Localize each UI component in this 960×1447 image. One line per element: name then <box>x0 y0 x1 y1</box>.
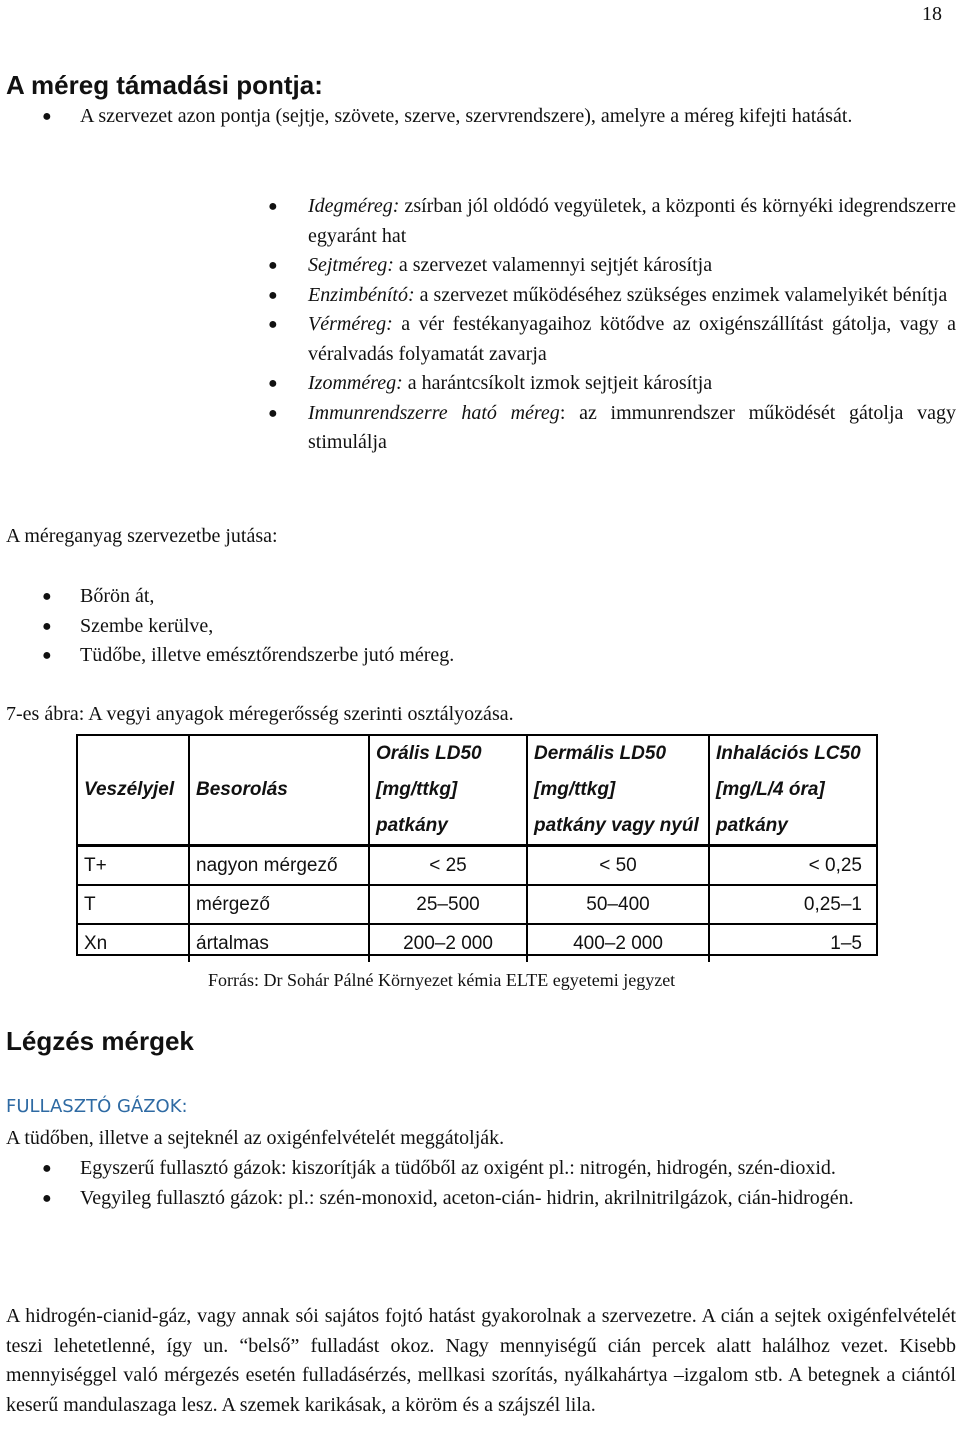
list-item <box>40 612 940 642</box>
header-line: patkány vagy nyúl <box>534 815 699 836</box>
list-item <box>40 102 954 132</box>
header-line: patkány <box>716 815 788 836</box>
attack-point-list <box>40 102 954 132</box>
table-header-class: Besorolás <box>189 736 369 846</box>
poison-type-term: Immunrendszerre ható méreg <box>308 401 560 424</box>
subheading: FULLASZTÓ GÁZOK: <box>6 1096 188 1117</box>
table-header-inhal <box>709 736 876 846</box>
cell-class: ártalmas <box>189 924 369 962</box>
poison-type-term: Vérméreg: <box>308 313 393 335</box>
header-line: Inhalációs LC50 <box>716 743 861 764</box>
list-item <box>268 281 956 311</box>
cell-oral: 200–2 000 <box>369 924 527 962</box>
cell-dermal: < 50 <box>527 846 709 886</box>
poison-type-desc: a harántcsíkolt izmok sejtjeit károsítja <box>402 372 713 394</box>
body-paragraph: A hidrogén-cianid-gáz, vagy annak sói sajátos fojtó hatást gyakorolnak a szervezetre. A cián a sejtek oxigénfelvételét teszi lehetetlenné, így un. “belső” fulladást okoz. Nagy mennyiségű cián percek alatt halálhoz vezet. Kisebb mennyiséggel való mérgezés esetén fulladásérzés, mellkasi szorítás, nyálkahártya –izgalom stb. A betegnek a ciántól keserű mandulaszaga lesz. A szemek karikásak, a köröm és a szájszél lila. <box>6 1305 956 1416</box>
header-line: Dermális LD50 <box>534 743 667 764</box>
list-item-text: Tüdőbe, illetve emésztőrendszerbe jutó méreg. <box>80 644 455 666</box>
poison-type-desc: a vér festékanyagaihoz kötődve az oxigénszállítást gátolja, vagy a véralvadás folyamatát zavarja <box>308 313 956 365</box>
list-item <box>268 192 956 251</box>
cell-dermal: 50–400 <box>527 885 709 924</box>
list-item <box>268 369 956 399</box>
cell-class: mérgező <box>189 885 369 924</box>
section-intro: A tüdőben, illetve a sejteknél az oxigénfelvételét meggátolják. <box>6 1127 505 1149</box>
poison-type-term: Sejtméreg: <box>308 254 394 276</box>
cell-symbol: Xn <box>78 924 189 962</box>
list-item-text: Egyszerű fullasztó gázok: kiszorítják a tüdőből az oxigént pl.: nitrogén, hidrogén, szén-dioxid. <box>80 1157 836 1179</box>
page-number: 18 <box>922 3 942 25</box>
bullet-icon: ● <box>42 1160 52 1177</box>
poison-type-desc: a szervezet működéséhez szükséges enzimek valamelyikét bénítja <box>414 283 948 306</box>
table-header-symbol: Veszélyjel <box>78 736 189 846</box>
figure-caption: 7-es ábra: A vegyi anyagok méregerősség szerinti osztályozása. <box>6 703 514 725</box>
poison-types-list <box>268 192 956 458</box>
bullet-icon: ● <box>268 198 278 215</box>
section-heading: Légzés mérgek <box>6 1026 194 1056</box>
table-header-dermal <box>527 736 709 846</box>
cell-inhal: 0,25–1 <box>709 885 876 924</box>
bullet-icon: ● <box>268 257 278 274</box>
poison-type-term: Izomméreg: <box>308 372 403 394</box>
bullet-icon: ● <box>268 404 278 422</box>
source-note: Forrás: Dr Sohár Pálné Környezet kémia ELTE egyetemi jegyzet <box>208 970 676 990</box>
cell-symbol: T <box>78 885 189 924</box>
poison-type-term: Idegméreg: <box>308 195 400 217</box>
list-item <box>40 582 940 612</box>
list-item <box>40 1154 956 1184</box>
toxicity-table <box>76 734 878 956</box>
list-item-text: Szembe kerülve, <box>80 614 214 637</box>
poison-type-desc: a szervezet valamennyi sejtjét károsítja <box>393 254 713 276</box>
list-item-text: Bőrön át, <box>80 585 155 607</box>
section-heading: A méreg támadási pontja: <box>6 70 323 100</box>
bullet-icon: ● <box>268 286 278 304</box>
header-line: [mg/ttkg] <box>376 779 458 800</box>
table-row <box>78 885 876 924</box>
bullet-icon: ● <box>42 108 52 125</box>
list-item <box>268 251 956 281</box>
table-header-oral <box>369 736 527 846</box>
cell-class: nagyon mérgező <box>189 846 369 886</box>
cell-oral: < 25 <box>369 846 527 886</box>
bullet-icon: ● <box>42 647 52 664</box>
entry-routes-list <box>40 582 940 671</box>
header-line: patkány <box>376 815 448 836</box>
table-row <box>78 846 876 886</box>
bullet-icon: ● <box>42 588 52 605</box>
list-item <box>40 1184 956 1214</box>
cell-inhal: 1–5 <box>709 924 876 962</box>
bullet-icon: ● <box>268 375 278 392</box>
list-item-text: A szervezet azon pontja (sejtje, szövete, szerve, szervrendszere), amelyre a méreg kifejti hatását. <box>80 105 853 127</box>
cell-oral: 25–500 <box>369 885 527 924</box>
gas-types-list <box>40 1154 956 1213</box>
poison-type-desc: : az immunrendszer működését gátolja vagy stimulálja <box>308 401 956 453</box>
list-item <box>268 310 956 369</box>
header-line: [mg/L/4 óra] <box>716 779 825 800</box>
entry-intro: A méreganyag szervezetbe jutása: <box>6 525 278 547</box>
bullet-icon: ● <box>268 316 278 333</box>
cell-symbol: T+ <box>84 854 107 876</box>
table-row <box>78 924 876 962</box>
cell-dermal: 400–2 000 <box>527 924 709 962</box>
bullet-icon: ● <box>42 617 52 635</box>
header-line: Orális LD50 <box>376 743 482 764</box>
list-item-text: Vegyileg fullasztó gázok: pl.: szén-monoxid, aceton-cián- hidrin, akrilnitrilgázok, cián-hidrogén. <box>80 1186 854 1209</box>
bullet-icon: ● <box>42 1189 52 1207</box>
list-item <box>268 399 956 458</box>
poison-type-desc: zsírban jól oldódó vegyületek, a központi és környéki idegrendszerre egyaránt hat <box>308 195 956 247</box>
header-line: [mg/ttkg] <box>534 779 616 800</box>
cell-inhal: < 0,25 <box>709 846 876 886</box>
poison-type-term: Enzimbénító: <box>308 283 415 306</box>
list-item <box>40 641 940 671</box>
